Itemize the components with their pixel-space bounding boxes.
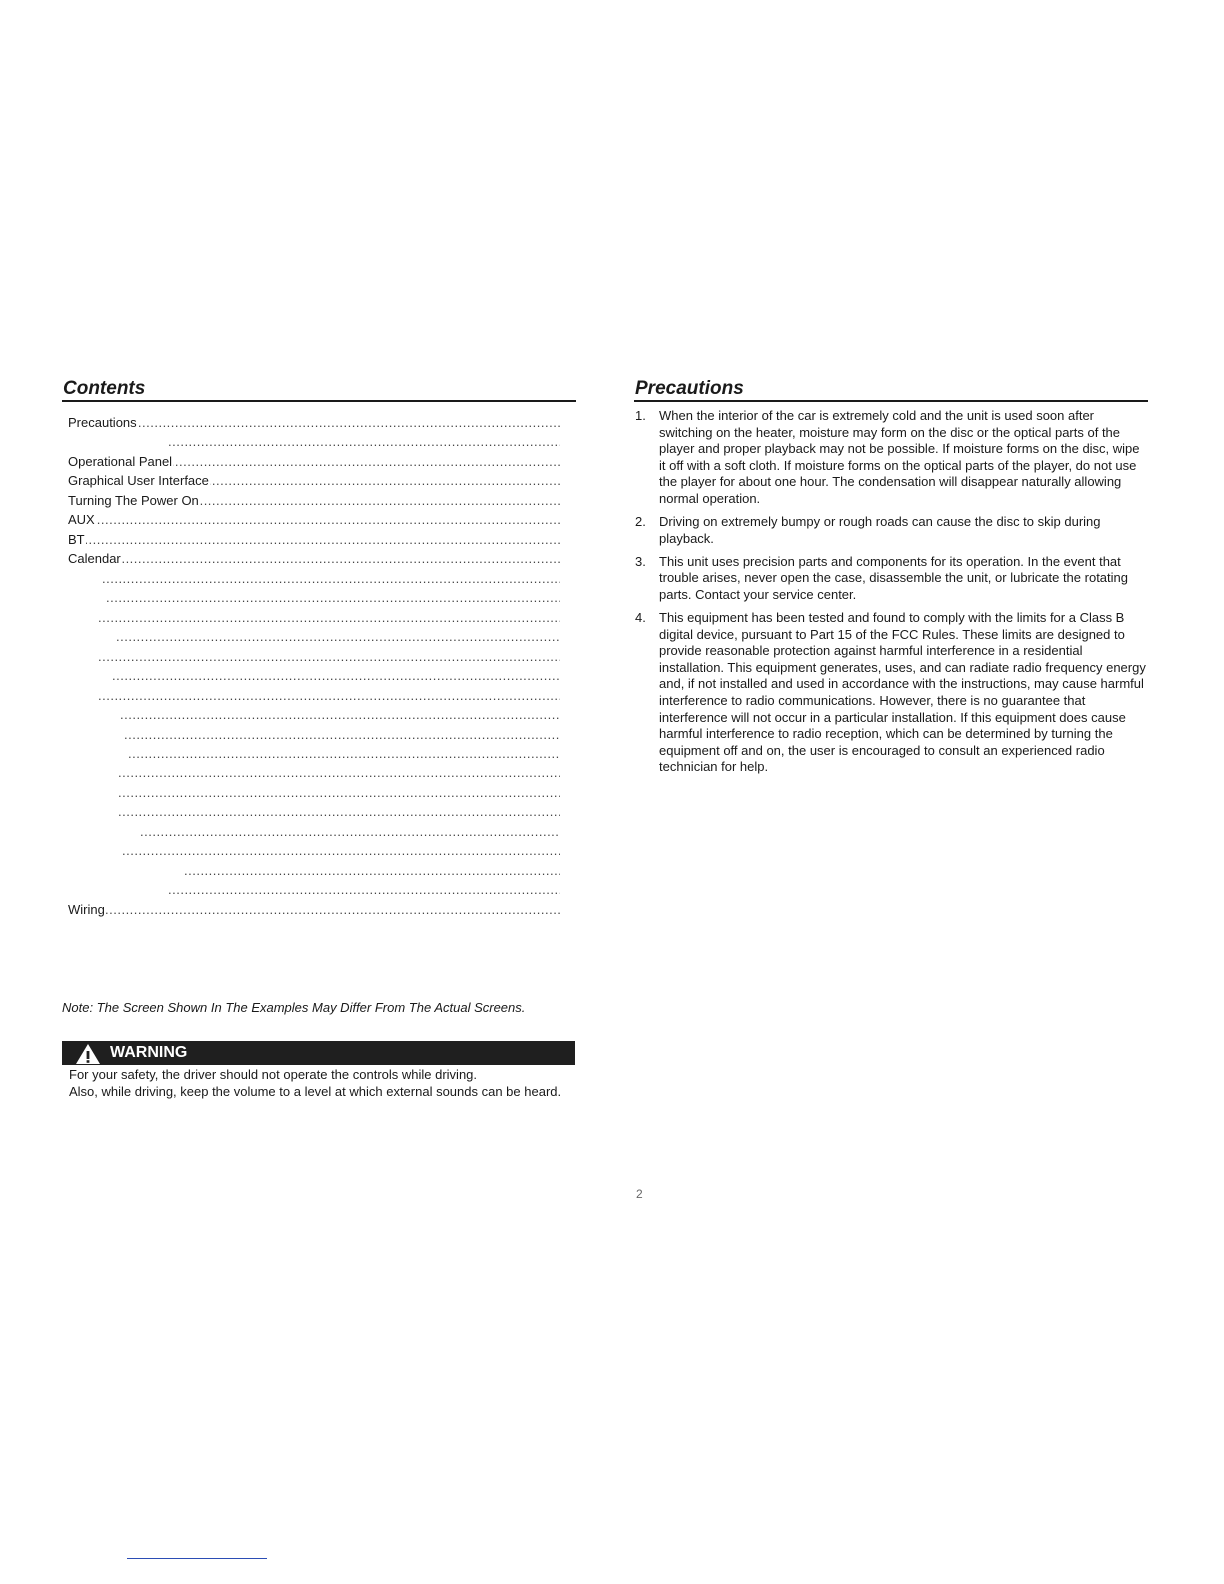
toc-entry xyxy=(68,861,560,880)
toc-entry xyxy=(68,880,560,899)
toc-leader-dots xyxy=(118,802,560,821)
toc-leader-dots xyxy=(124,725,560,744)
toc-leader-dots xyxy=(68,900,560,919)
toc-entry xyxy=(68,666,560,685)
warning-line: Also, while driving, keep the volume to a level at which external sounds can be heard. xyxy=(69,1083,562,1099)
toc-leader-dots xyxy=(168,432,560,451)
toc-entry xyxy=(68,608,560,627)
toc-leader-dots xyxy=(122,841,560,860)
precautions-list xyxy=(635,408,1148,782)
toc-entry xyxy=(68,900,560,919)
toc-entry-label: Precautions xyxy=(68,415,137,430)
toc-entry xyxy=(68,744,560,763)
toc-entry-label: AUX xyxy=(68,512,95,528)
warning-triangle-icon xyxy=(75,1043,101,1065)
toc-entry xyxy=(68,686,560,705)
toc-leader-dots xyxy=(184,861,560,880)
toc-entry xyxy=(68,802,560,821)
toc-entry xyxy=(68,822,560,841)
toc-leader-dots xyxy=(168,880,560,899)
precaution-text: This equipment has been tested and found to comply with the limits for a Class B digital device, pursuant to Part 15 of the FCC Rules. These limits are designed to provide reasonable protection against harmful interference in a residential installation. This equipment generates, uses, and can radiate radio frequency energy and, if not installed and used in accordance with the instructions, may cause harmful interference to radio communications. However, there is no guarantee that interference will not occur in a particular installation. If this equipment does cause harmful interference to radio reception, which can be determined by turning the equipment off and on, the user is encouraged to consult an experienced radio technician for help. xyxy=(659,610,1146,775)
toc-leader-dots xyxy=(112,666,560,685)
toc-entry-label: Calendar xyxy=(68,551,121,567)
contents-heading-rule xyxy=(62,400,576,402)
toc-leader-dots xyxy=(116,627,560,646)
contents-heading: Contents xyxy=(63,378,146,399)
toc-entry xyxy=(68,471,560,490)
toc-leader-dots xyxy=(106,588,560,607)
precaution-item xyxy=(635,610,1148,776)
toc-entry-label: Graphical User Interface xyxy=(68,473,209,489)
precaution-text: When the interior of the car is extremely cold and the unit is used soon after switching on the heater, moisture may form on the disc or the optical parts of the player and proper playback may not be possible. If moisture forms on the disc, wipe it off with a soft cloth. If moisture forms on the optical parts of the player, do not use the player for about one hour. The condensation will disappear naturally allowing normal operation. xyxy=(659,408,1140,506)
toc-entry xyxy=(68,491,560,510)
toc-leader-dots xyxy=(68,549,560,568)
precaution-item xyxy=(635,408,1148,508)
toc-entry xyxy=(68,627,560,646)
toc-entry xyxy=(68,530,560,549)
toc-entry xyxy=(68,413,560,432)
warning-banner xyxy=(62,1041,575,1065)
precaution-item xyxy=(635,554,1148,604)
toc-entry-label: Turning The Power On xyxy=(68,492,199,508)
toc-leader-dots xyxy=(102,569,560,588)
precaution-number: 3. xyxy=(635,553,646,569)
toc-entry xyxy=(68,549,560,568)
toc-leader-dots xyxy=(128,744,560,763)
toc-entry xyxy=(68,432,560,451)
precaution-text: Driving on extremely bumpy or rough roads can cause the disc to skip during playback. xyxy=(659,514,1101,546)
precaution-number: 2. xyxy=(635,514,646,530)
toc-entry xyxy=(68,569,560,588)
toc-entry-label: Operational Panel xyxy=(68,453,173,469)
toc-leader-dots xyxy=(98,608,560,627)
toc-entry xyxy=(68,510,560,529)
precautions-heading-rule xyxy=(634,400,1148,402)
precaution-text: This unit uses precision parts and components for its operation. In the event that trouble arises, never open the case, disassemble the unit, or lubricate the rotating parts. Contact your service center. xyxy=(659,553,1128,602)
warning-title: WARNING xyxy=(110,1044,188,1061)
warning-text xyxy=(69,1067,575,1100)
link-underline xyxy=(127,1558,267,1559)
toc-leader-dots xyxy=(120,705,560,724)
toc-entry xyxy=(68,783,560,802)
toc-leader-dots xyxy=(118,783,560,802)
toc-leader-dots xyxy=(98,647,560,666)
toc-entry xyxy=(68,588,560,607)
toc-leader-dots xyxy=(98,686,560,705)
toc-entry-label: Wiring xyxy=(68,901,105,917)
toc-entry xyxy=(68,452,560,471)
toc-entry xyxy=(68,725,560,744)
toc-leader-dots xyxy=(68,530,560,549)
warning-line: For your safety, the driver should not operate the controls while driving. xyxy=(69,1067,478,1082)
toc-entry xyxy=(68,841,560,860)
toc-leader-dots xyxy=(68,413,560,432)
precautions-heading: Precautions xyxy=(635,378,744,399)
toc-leader-dots xyxy=(140,822,560,841)
toc-entry xyxy=(68,705,560,724)
toc-entry xyxy=(68,763,560,782)
toc-leader-dots xyxy=(68,510,560,529)
precaution-number: 4. xyxy=(635,610,646,626)
precaution-item xyxy=(635,514,1148,547)
toc-leader-dots xyxy=(118,763,560,782)
screen-note: Note: The Screen Shown In The Examples May Differ From The Actual Screens. xyxy=(62,1000,526,1015)
precaution-number: 1. xyxy=(635,408,646,423)
toc-entry xyxy=(68,647,560,666)
table-of-contents xyxy=(68,413,560,919)
toc-entry-label: BT xyxy=(68,531,85,547)
page-number: 2 xyxy=(636,1187,643,1201)
